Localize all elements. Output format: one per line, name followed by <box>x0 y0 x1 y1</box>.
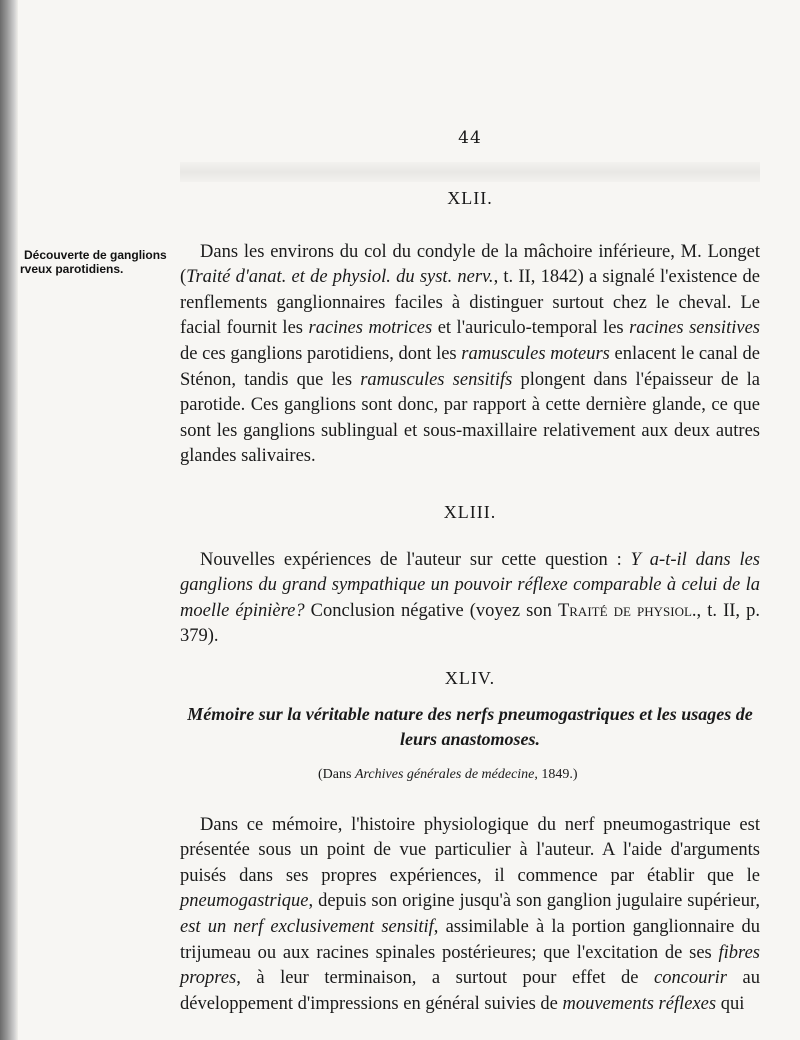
citation-italic: Traité d'anat. et de physiol. du syst. nerv. <box>186 267 494 288</box>
text-run: , à leur terminaison, a surtout pour effet de <box>236 968 655 989</box>
emphasis-italic: concourir <box>654 968 727 989</box>
paragraph-xliv <box>180 813 760 1018</box>
text-run: Nouvelles expériences de l'auteur sur cette question : <box>200 549 631 570</box>
text-run: (Dans <box>318 766 355 782</box>
book-title-smallcaps: Traité de physiol. <box>557 600 697 621</box>
margin-note <box>20 248 180 276</box>
text-run: de ces ganglions parotidiens, dont les <box>180 343 462 364</box>
emphasis-italic: est un nerf exclusivement sensitif <box>180 917 434 938</box>
text-run: , depuis son origine jusqu'à son ganglion jugulaire supérieur, <box>308 891 760 912</box>
text-run: qui <box>716 993 745 1014</box>
section-heading-xlii: XLII. <box>447 188 493 208</box>
emphasis-italic: fibres propres <box>180 942 760 989</box>
text-run: , t. II, p. 379). <box>180 600 760 647</box>
emphasis-italic: racines motrices <box>308 318 433 339</box>
margin-note-line-2: rveux parotidiens. <box>20 262 124 276</box>
emphasis-italic: ramuscules sensitifs <box>360 369 513 390</box>
text-run: , assimilable à la portion ganglionnaire du trijumeau ou aux racines spinales postérieures; que l'excitation de ses <box>180 917 760 963</box>
emphasis-italic: racines sensitives <box>629 318 760 339</box>
section-heading-xliv: XLIV. <box>444 667 496 688</box>
text-run: au développement d'impressions en général suivies de <box>180 968 760 1014</box>
text-run: Dans les environs du col du condyle de la mâchoire inférieure, M. Longet ( <box>180 241 760 288</box>
text-run: Dans ce mémoire, l'histoire physiologique du nerf pneumogastrique est présentée sous un point de vue particulier à l'auteur. A l'aide d'arguments puisés dans ses propres expériences, il commence par établir que le <box>180 814 760 886</box>
source-reference <box>180 765 760 785</box>
text-run: enlacent le canal de Sténon, tandis que les <box>180 343 760 390</box>
text-run: , 1849.) <box>534 766 578 782</box>
text-run: Conclusion négative (voyez son <box>304 600 558 621</box>
page-body <box>180 180 760 1017</box>
memoir-title: Mémoire sur la véritable nature des nerfs pneumogastriques et les usages de leurs anastomoses. <box>187 703 753 750</box>
emphasis-italic: ramuscules moteurs <box>461 343 610 364</box>
text-run: , t. II, 1842) a signalé l'existence de renflements ganglionnaires faciles à distinguer surtout chez le cheval. Le facial fournit les <box>180 267 761 339</box>
text-run: et l'auriculo-temporal les <box>432 318 630 339</box>
text-run: plongent dans l'épaisseur de la parotide. Ces ganglions sont donc, par rapport à cette dernière glande, ce que sont les ganglions sublingual et sous-maxillaire relativement aux deux autres glandes salivaires. <box>180 369 760 467</box>
show-through-text <box>180 162 760 182</box>
journal-title-italic: Archives générales de médecine <box>354 766 535 782</box>
emphasis-italic: mouvements réflexes <box>562 993 717 1014</box>
book-binding-shadow <box>0 0 18 1040</box>
margin-note-line-1: Découverte de ganglions <box>24 248 167 262</box>
section-heading-xliii: XLIII. <box>443 501 497 522</box>
emphasis-italic: pneumogastrique <box>180 891 309 912</box>
paragraph-xlii <box>180 240 760 470</box>
question-italic: Y a-t-il dans les ganglions du grand sympathique un pouvoir réflexe comparable à celui de la moelle épinière? <box>180 549 760 621</box>
paragraph-xliii <box>180 548 760 650</box>
page-number: 44 <box>458 128 482 148</box>
